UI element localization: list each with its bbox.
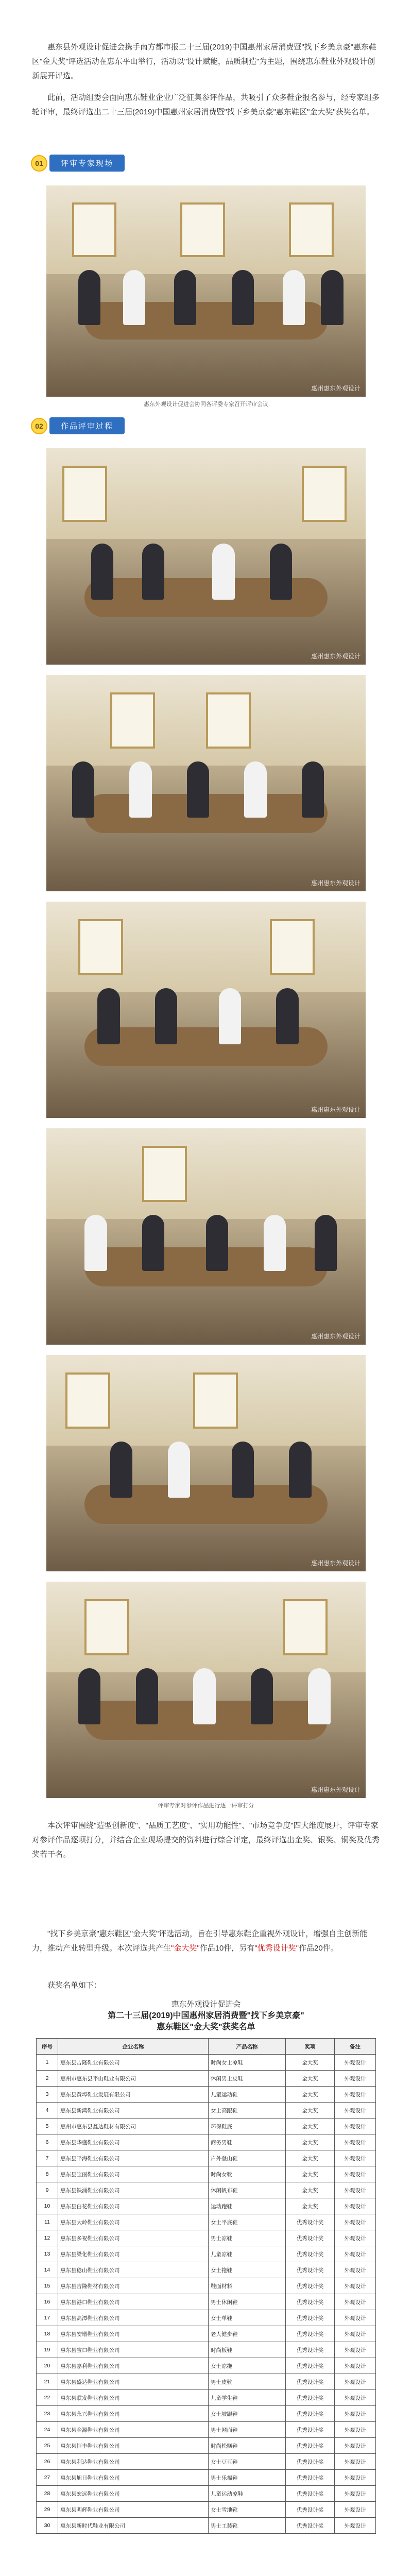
table-cell: 外观设计 bbox=[335, 2342, 376, 2358]
mid-paragraph-2: "找下乡美京豪"惠东鞋区"金大奖"评选活动，旨在引导惠东鞋企重视外观设计，增强自主创新能力，推动产业转型升级。本次评选共产生"金大奖"作品10件，另有"优秀设计奖"作品20件。 bbox=[32, 1929, 368, 1953]
table-cell: 6 bbox=[37, 2134, 58, 2150]
intro-paragraph-2: 此前，活动组委会面向惠东鞋业企业广泛征集参评作品，共吸引了众多鞋企报名参与，经专家组多轮评审，最终评选出二十三届(2019)中国惠州家居消费暨"找下乡美京豪"惠东鞋区"金大奖"获奖名单。 bbox=[32, 93, 380, 116]
table-cell: 外观设计 bbox=[335, 2390, 376, 2406]
table-cell: 29 bbox=[37, 2502, 58, 2518]
table-cell: 女士平底鞋 bbox=[209, 2214, 286, 2230]
section-number-1: 01 bbox=[31, 155, 47, 172]
table-cell: 9 bbox=[37, 2182, 58, 2198]
intro-paragraph-1: 惠东县外观设计促进会携手南方都市报二十三届(2019)中国惠州家居消费暨"找下乡美京豪"惠东鞋区"金大奖"评选活动在惠东平山举行，活动以"设计赋能，品质制造"为主题，围绕惠东鞋业外观设计创新展开评选。 bbox=[32, 43, 377, 80]
photo-watermark: 惠州惠东外观设计 bbox=[311, 653, 360, 660]
table-title-1: 惠东外观设计促进会 bbox=[171, 2000, 241, 2009]
table-cell: 惠东县华盛鞋业有限公司 bbox=[58, 2134, 209, 2150]
table-cell: 外观设计 bbox=[335, 2358, 376, 2374]
table-cell: 儿童凉鞋 bbox=[209, 2246, 286, 2262]
table-cell: 优秀设计奖 bbox=[286, 2310, 335, 2326]
table-cell: 女士拖鞋 bbox=[209, 2262, 286, 2278]
table-cell: 28 bbox=[37, 2486, 58, 2502]
table-cell: 外观设计 bbox=[335, 2119, 376, 2134]
table-cell: 惠东县明辉鞋业有限公司 bbox=[58, 2502, 209, 2518]
table-cell: 女士豆豆鞋 bbox=[209, 2454, 286, 2470]
table-cell: 优秀设计奖 bbox=[286, 2390, 335, 2406]
table-cell: 外观设计 bbox=[335, 2486, 376, 2502]
table-cell: 惠东县梁化鞋业有限公司 bbox=[58, 2246, 209, 2262]
table-cell: 金大奖 bbox=[286, 2198, 335, 2214]
table-cell: 7 bbox=[37, 2150, 58, 2166]
section-header-1 bbox=[31, 155, 125, 172]
table-cell: 11 bbox=[37, 2214, 58, 2230]
table-cell: 女士高跟鞋 bbox=[209, 2103, 286, 2119]
table-cell: 惠东县铁涌鞋业有限公司 bbox=[58, 2182, 209, 2198]
table-cell: 优秀设计奖 bbox=[286, 2470, 335, 2486]
table-row bbox=[37, 2326, 376, 2342]
table-cell: 优秀设计奖 bbox=[286, 2422, 335, 2438]
table-row bbox=[37, 2502, 376, 2518]
table-cell: 惠东县白花鞋业有限公司 bbox=[58, 2198, 209, 2214]
meeting-photo-1 bbox=[46, 185, 366, 397]
table-cell: 外观设计 bbox=[335, 2150, 376, 2166]
table-cell: 惠州市惠东县平山鞋业有限公司 bbox=[58, 2071, 209, 2087]
table-cell: 外观设计 bbox=[335, 2326, 376, 2342]
table-cell: 金大奖 bbox=[286, 2055, 335, 2071]
award-table bbox=[36, 2038, 376, 2534]
photo-watermark: 惠州惠东外观设计 bbox=[311, 385, 360, 392]
table-cell: 惠东县恒丰鞋业有限公司 bbox=[58, 2438, 209, 2454]
table-row bbox=[37, 2486, 376, 2502]
table-row bbox=[37, 2230, 376, 2246]
table-cell: 13 bbox=[37, 2246, 58, 2262]
table-row bbox=[37, 2518, 376, 2534]
table-cell: 外观设计 bbox=[335, 2087, 376, 2103]
table-cell: 19 bbox=[37, 2342, 58, 2358]
table-row bbox=[37, 2342, 376, 2358]
photo-watermark: 惠州惠东外观设计 bbox=[311, 1560, 360, 1567]
table-cell: 外观设计 bbox=[335, 2182, 376, 2198]
table-cell: 外观设计 bbox=[335, 2198, 376, 2214]
table-cell: 外观设计 bbox=[335, 2310, 376, 2326]
table-cell: 外观设计 bbox=[335, 2470, 376, 2486]
table-cell: 优秀设计奖 bbox=[286, 2278, 335, 2294]
table-cell: 30 bbox=[37, 2518, 58, 2534]
table-cell: 商务男鞋 bbox=[209, 2134, 286, 2150]
table-cell: 优秀设计奖 bbox=[286, 2262, 335, 2278]
photo-watermark: 惠州惠东外观设计 bbox=[311, 1786, 360, 1793]
table-cell: 金大奖 bbox=[286, 2087, 335, 2103]
table-cell: 优秀设计奖 bbox=[286, 2518, 335, 2534]
table-cell: 女士单鞋 bbox=[209, 2310, 286, 2326]
table-title-2: 第二十三届(2019)中国惠州家居消费暨"找下乡美京豪" bbox=[108, 2011, 304, 2020]
table-cell: 外观设计 bbox=[335, 2166, 376, 2182]
table-cell: 时尚女靴 bbox=[209, 2166, 286, 2182]
table-cell: 18 bbox=[37, 2326, 58, 2342]
table-cell: 惠东县吉隆鞋业有限公司 bbox=[58, 2055, 209, 2071]
table-cell: 优秀设计奖 bbox=[286, 2246, 335, 2262]
table-cell: 21 bbox=[37, 2374, 58, 2390]
table-row bbox=[37, 2055, 376, 2071]
table-cell: 金大奖 bbox=[286, 2150, 335, 2166]
table-cell: 惠东县旭日鞋业有限公司 bbox=[58, 2470, 209, 2486]
table-cell: 惠东县大岭鞋业有限公司 bbox=[58, 2214, 209, 2230]
table-row bbox=[37, 2262, 376, 2278]
table-row bbox=[37, 2198, 376, 2214]
table-cell: 8 bbox=[37, 2166, 58, 2182]
photo-caption-1: 惠东外观设计促进会协同各评委专家召开评审会议 bbox=[144, 401, 268, 408]
table-cell: 优秀设计奖 bbox=[286, 2438, 335, 2454]
table-cell: 惠东县新鸿鞋业有限公司 bbox=[58, 2103, 209, 2119]
table-cell: 男士乐福鞋 bbox=[209, 2470, 286, 2486]
table-row bbox=[37, 2246, 376, 2262]
table-cell: 男士皮靴 bbox=[209, 2374, 286, 2390]
table-cell: 外观设计 bbox=[335, 2278, 376, 2294]
table-cell: 优秀设计奖 bbox=[286, 2454, 335, 2470]
section-number-2: 02 bbox=[31, 418, 47, 434]
table-row bbox=[37, 2422, 376, 2438]
review-photo-5 bbox=[46, 1355, 366, 1571]
table-cell: 外观设计 bbox=[335, 2294, 376, 2310]
mid-text-2 bbox=[32, 1927, 382, 1956]
review-photo-3 bbox=[46, 902, 366, 1118]
table-cell: 1 bbox=[37, 2055, 58, 2071]
table-row bbox=[37, 2119, 376, 2134]
col-company: 企业名称 bbox=[58, 2039, 209, 2055]
table-cell: 外观设计 bbox=[335, 2262, 376, 2278]
table-row bbox=[37, 2374, 376, 2390]
table-row bbox=[37, 2358, 376, 2374]
table-cell: 儿童学生鞋 bbox=[209, 2390, 286, 2406]
table-cell: 惠东县金源鞋业有限公司 bbox=[58, 2422, 209, 2438]
table-cell: 金大奖 bbox=[286, 2182, 335, 2198]
table-cell: 女士凉拖 bbox=[209, 2358, 286, 2374]
table-cell: 惠东县港口鞋业有限公司 bbox=[58, 2294, 209, 2310]
table-cell: 优秀设计奖 bbox=[286, 2502, 335, 2518]
table-cell: 惠东县多祝鞋业有限公司 bbox=[58, 2230, 209, 2246]
table-cell: 外观设计 bbox=[335, 2071, 376, 2087]
table-cell: 男士工装靴 bbox=[209, 2518, 286, 2534]
table-cell: 20 bbox=[37, 2358, 58, 2374]
review-photo-4 bbox=[46, 1128, 366, 1345]
table-cell: 外观设计 bbox=[335, 2502, 376, 2518]
table-title-3: 惠东鞋区"金大奖"获奖名单 bbox=[157, 2023, 255, 2031]
table-cell: 时尚板鞋 bbox=[209, 2342, 286, 2358]
table-cell: 惠东县黄埠鞋业发展有限公司 bbox=[58, 2087, 209, 2103]
table-cell: 优秀设计奖 bbox=[286, 2230, 335, 2246]
table-cell: 外观设计 bbox=[335, 2246, 376, 2262]
table-cell: 优秀设计奖 bbox=[286, 2358, 335, 2374]
table-cell: 惠东县平海鞋业有限公司 bbox=[58, 2150, 209, 2166]
table-cell: 外观设计 bbox=[335, 2518, 376, 2534]
table-cell: 16 bbox=[37, 2294, 58, 2310]
mid-text bbox=[32, 1819, 382, 1862]
table-cell: 惠东县联发鞋业有限公司 bbox=[58, 2390, 209, 2406]
photo-watermark: 惠州惠东外观设计 bbox=[311, 1106, 360, 1113]
table-cell: 惠东县宝丽鞋业有限公司 bbox=[58, 2166, 209, 2182]
award-list bbox=[36, 1999, 376, 2534]
table-cell: 儿童运动鞋 bbox=[209, 2087, 286, 2103]
table-cell: 惠东县新时代鞋业有限公司 bbox=[58, 2518, 209, 2534]
table-cell: 金大奖 bbox=[286, 2103, 335, 2119]
table-cell: 25 bbox=[37, 2438, 58, 2454]
table-cell: 休闲男士皮鞋 bbox=[209, 2071, 286, 2087]
table-cell: 惠东县永兴鞋业有限公司 bbox=[58, 2406, 209, 2422]
table-cell: 老人健步鞋 bbox=[209, 2326, 286, 2342]
table-cell: 14 bbox=[37, 2262, 58, 2278]
table-row bbox=[37, 2071, 376, 2087]
table-row bbox=[37, 2310, 376, 2326]
photo-watermark: 惠州惠东外观设计 bbox=[311, 1333, 360, 1340]
table-cell: 3 bbox=[37, 2087, 58, 2103]
table-cell: 惠东县利达鞋业有限公司 bbox=[58, 2454, 209, 2470]
table-row bbox=[37, 2470, 376, 2486]
table-cell: 惠东县安墩鞋业有限公司 bbox=[58, 2326, 209, 2342]
table-cell: 22 bbox=[37, 2390, 58, 2406]
table-cell: 时尚松糕鞋 bbox=[209, 2438, 286, 2454]
table-row bbox=[37, 2406, 376, 2422]
table-cell: 27 bbox=[37, 2470, 58, 2486]
review-photo-2 bbox=[46, 675, 366, 891]
table-cell: 男士凉鞋 bbox=[209, 2230, 286, 2246]
table-cell: 5 bbox=[37, 2119, 58, 2134]
table-cell: 金大奖 bbox=[286, 2119, 335, 2134]
table-cell: 惠东县吉隆鞋材有限公司 bbox=[58, 2278, 209, 2294]
mid-text-3 bbox=[32, 1978, 382, 1993]
table-cell: 惠东县嘉利鞋业有限公司 bbox=[58, 2358, 209, 2374]
mid-paragraph-1: 本次评审围绕"造型创新度"、"品质工艺度"、"实用功能性"、"市场竞争度"四大维度展开，评审专家对参评作品逐项打分，并结合企业现场提交的资料进行综合评定，最终评选出金奖、银奖、铜奖及优秀奖若干名。 bbox=[32, 1821, 380, 1859]
table-cell: 外观设计 bbox=[335, 2454, 376, 2470]
table-row bbox=[37, 2214, 376, 2230]
table-cell: 优秀设计奖 bbox=[286, 2294, 335, 2310]
table-cell: 惠东县宝口鞋业有限公司 bbox=[58, 2342, 209, 2358]
table-cell: 男士休闲鞋 bbox=[209, 2294, 286, 2310]
table-cell: 惠东县高潭鞋业有限公司 bbox=[58, 2310, 209, 2326]
table-header-row bbox=[37, 2039, 376, 2055]
table-cell: 男士网面鞋 bbox=[209, 2422, 286, 2438]
table-cell: 外观设计 bbox=[335, 2438, 376, 2454]
table-cell: 优秀设计奖 bbox=[286, 2326, 335, 2342]
table-cell: 优秀设计奖 bbox=[286, 2406, 335, 2422]
table-cell: 外观设计 bbox=[335, 2406, 376, 2422]
table-cell: 时尚女士凉鞋 bbox=[209, 2055, 286, 2071]
photo-caption-2: 评审专家对参评作品进行逐一评审打分 bbox=[158, 1803, 254, 1809]
table-cell: 17 bbox=[37, 2310, 58, 2326]
section-label-1: 评审专家现场 bbox=[49, 155, 125, 172]
table-cell: 惠东县宏远鞋业有限公司 bbox=[58, 2486, 209, 2502]
table-cell: 4 bbox=[37, 2103, 58, 2119]
col-note: 备注 bbox=[335, 2039, 376, 2055]
section-label-2: 作品评审过程 bbox=[49, 417, 125, 434]
table-row bbox=[37, 2134, 376, 2150]
table-cell: 女士坡跟鞋 bbox=[209, 2406, 286, 2422]
table-cell: 23 bbox=[37, 2406, 58, 2422]
table-cell: 惠东县稔山鞋业有限公司 bbox=[58, 2262, 209, 2278]
award-name-red-2: "优秀设计奖" bbox=[254, 1944, 299, 1953]
table-cell: 儿童运动凉鞋 bbox=[209, 2486, 286, 2502]
table-cell: 2 bbox=[37, 2071, 58, 2087]
table-cell: 金大奖 bbox=[286, 2071, 335, 2087]
table-row bbox=[37, 2182, 376, 2198]
table-row bbox=[37, 2454, 376, 2470]
table-cell: 金大奖 bbox=[286, 2134, 335, 2150]
table-cell: 金大奖 bbox=[286, 2166, 335, 2182]
table-cell: 惠东县盛达鞋业有限公司 bbox=[58, 2374, 209, 2390]
table-cell: 10 bbox=[37, 2198, 58, 2214]
table-row bbox=[37, 2278, 376, 2294]
table-cell: 户外登山鞋 bbox=[209, 2150, 286, 2166]
section-header-2 bbox=[31, 417, 125, 434]
table-cell: 外观设计 bbox=[335, 2422, 376, 2438]
table-cell: 优秀设计奖 bbox=[286, 2214, 335, 2230]
table-cell: 环保鞋底 bbox=[209, 2119, 286, 2134]
table-cell: 运动跑鞋 bbox=[209, 2198, 286, 2214]
intro-text bbox=[32, 40, 382, 127]
table-row bbox=[37, 2103, 376, 2119]
table-cell: 优秀设计奖 bbox=[286, 2486, 335, 2502]
review-photo-1 bbox=[46, 448, 366, 665]
table-cell: 15 bbox=[37, 2278, 58, 2294]
award-name-red: "金大奖" bbox=[171, 1944, 200, 1953]
col-index: 序号 bbox=[37, 2039, 58, 2055]
table-cell: 外观设计 bbox=[335, 2374, 376, 2390]
photo-watermark: 惠州惠东外观设计 bbox=[311, 879, 360, 887]
mid-paragraph-3: 获奖名单如下： bbox=[47, 1981, 102, 1990]
table-row bbox=[37, 2087, 376, 2103]
review-photo-6 bbox=[46, 1582, 366, 1798]
table-cell: 外观设计 bbox=[335, 2214, 376, 2230]
table-row bbox=[37, 2438, 376, 2454]
table-cell: 外观设计 bbox=[335, 2134, 376, 2150]
table-row bbox=[37, 2294, 376, 2310]
table-row bbox=[37, 2166, 376, 2182]
table-cell: 休闲帆布鞋 bbox=[209, 2182, 286, 2198]
table-cell: 优秀设计奖 bbox=[286, 2342, 335, 2358]
table-cell: 优秀设计奖 bbox=[286, 2374, 335, 2390]
table-cell: 惠州市惠东县鑫达鞋材有限公司 bbox=[58, 2119, 209, 2134]
col-award: 奖项 bbox=[286, 2039, 335, 2055]
table-cell: 24 bbox=[37, 2422, 58, 2438]
col-product: 产品名称 bbox=[209, 2039, 286, 2055]
table-cell: 外观设计 bbox=[335, 2230, 376, 2246]
table-row bbox=[37, 2150, 376, 2166]
table-cell: 外观设计 bbox=[335, 2103, 376, 2119]
table-cell: 外观设计 bbox=[335, 2055, 376, 2071]
table-cell: 鞋面材料 bbox=[209, 2278, 286, 2294]
table-cell: 26 bbox=[37, 2454, 58, 2470]
table-row bbox=[37, 2390, 376, 2406]
table-cell: 12 bbox=[37, 2230, 58, 2246]
table-cell: 女士雪地靴 bbox=[209, 2502, 286, 2518]
